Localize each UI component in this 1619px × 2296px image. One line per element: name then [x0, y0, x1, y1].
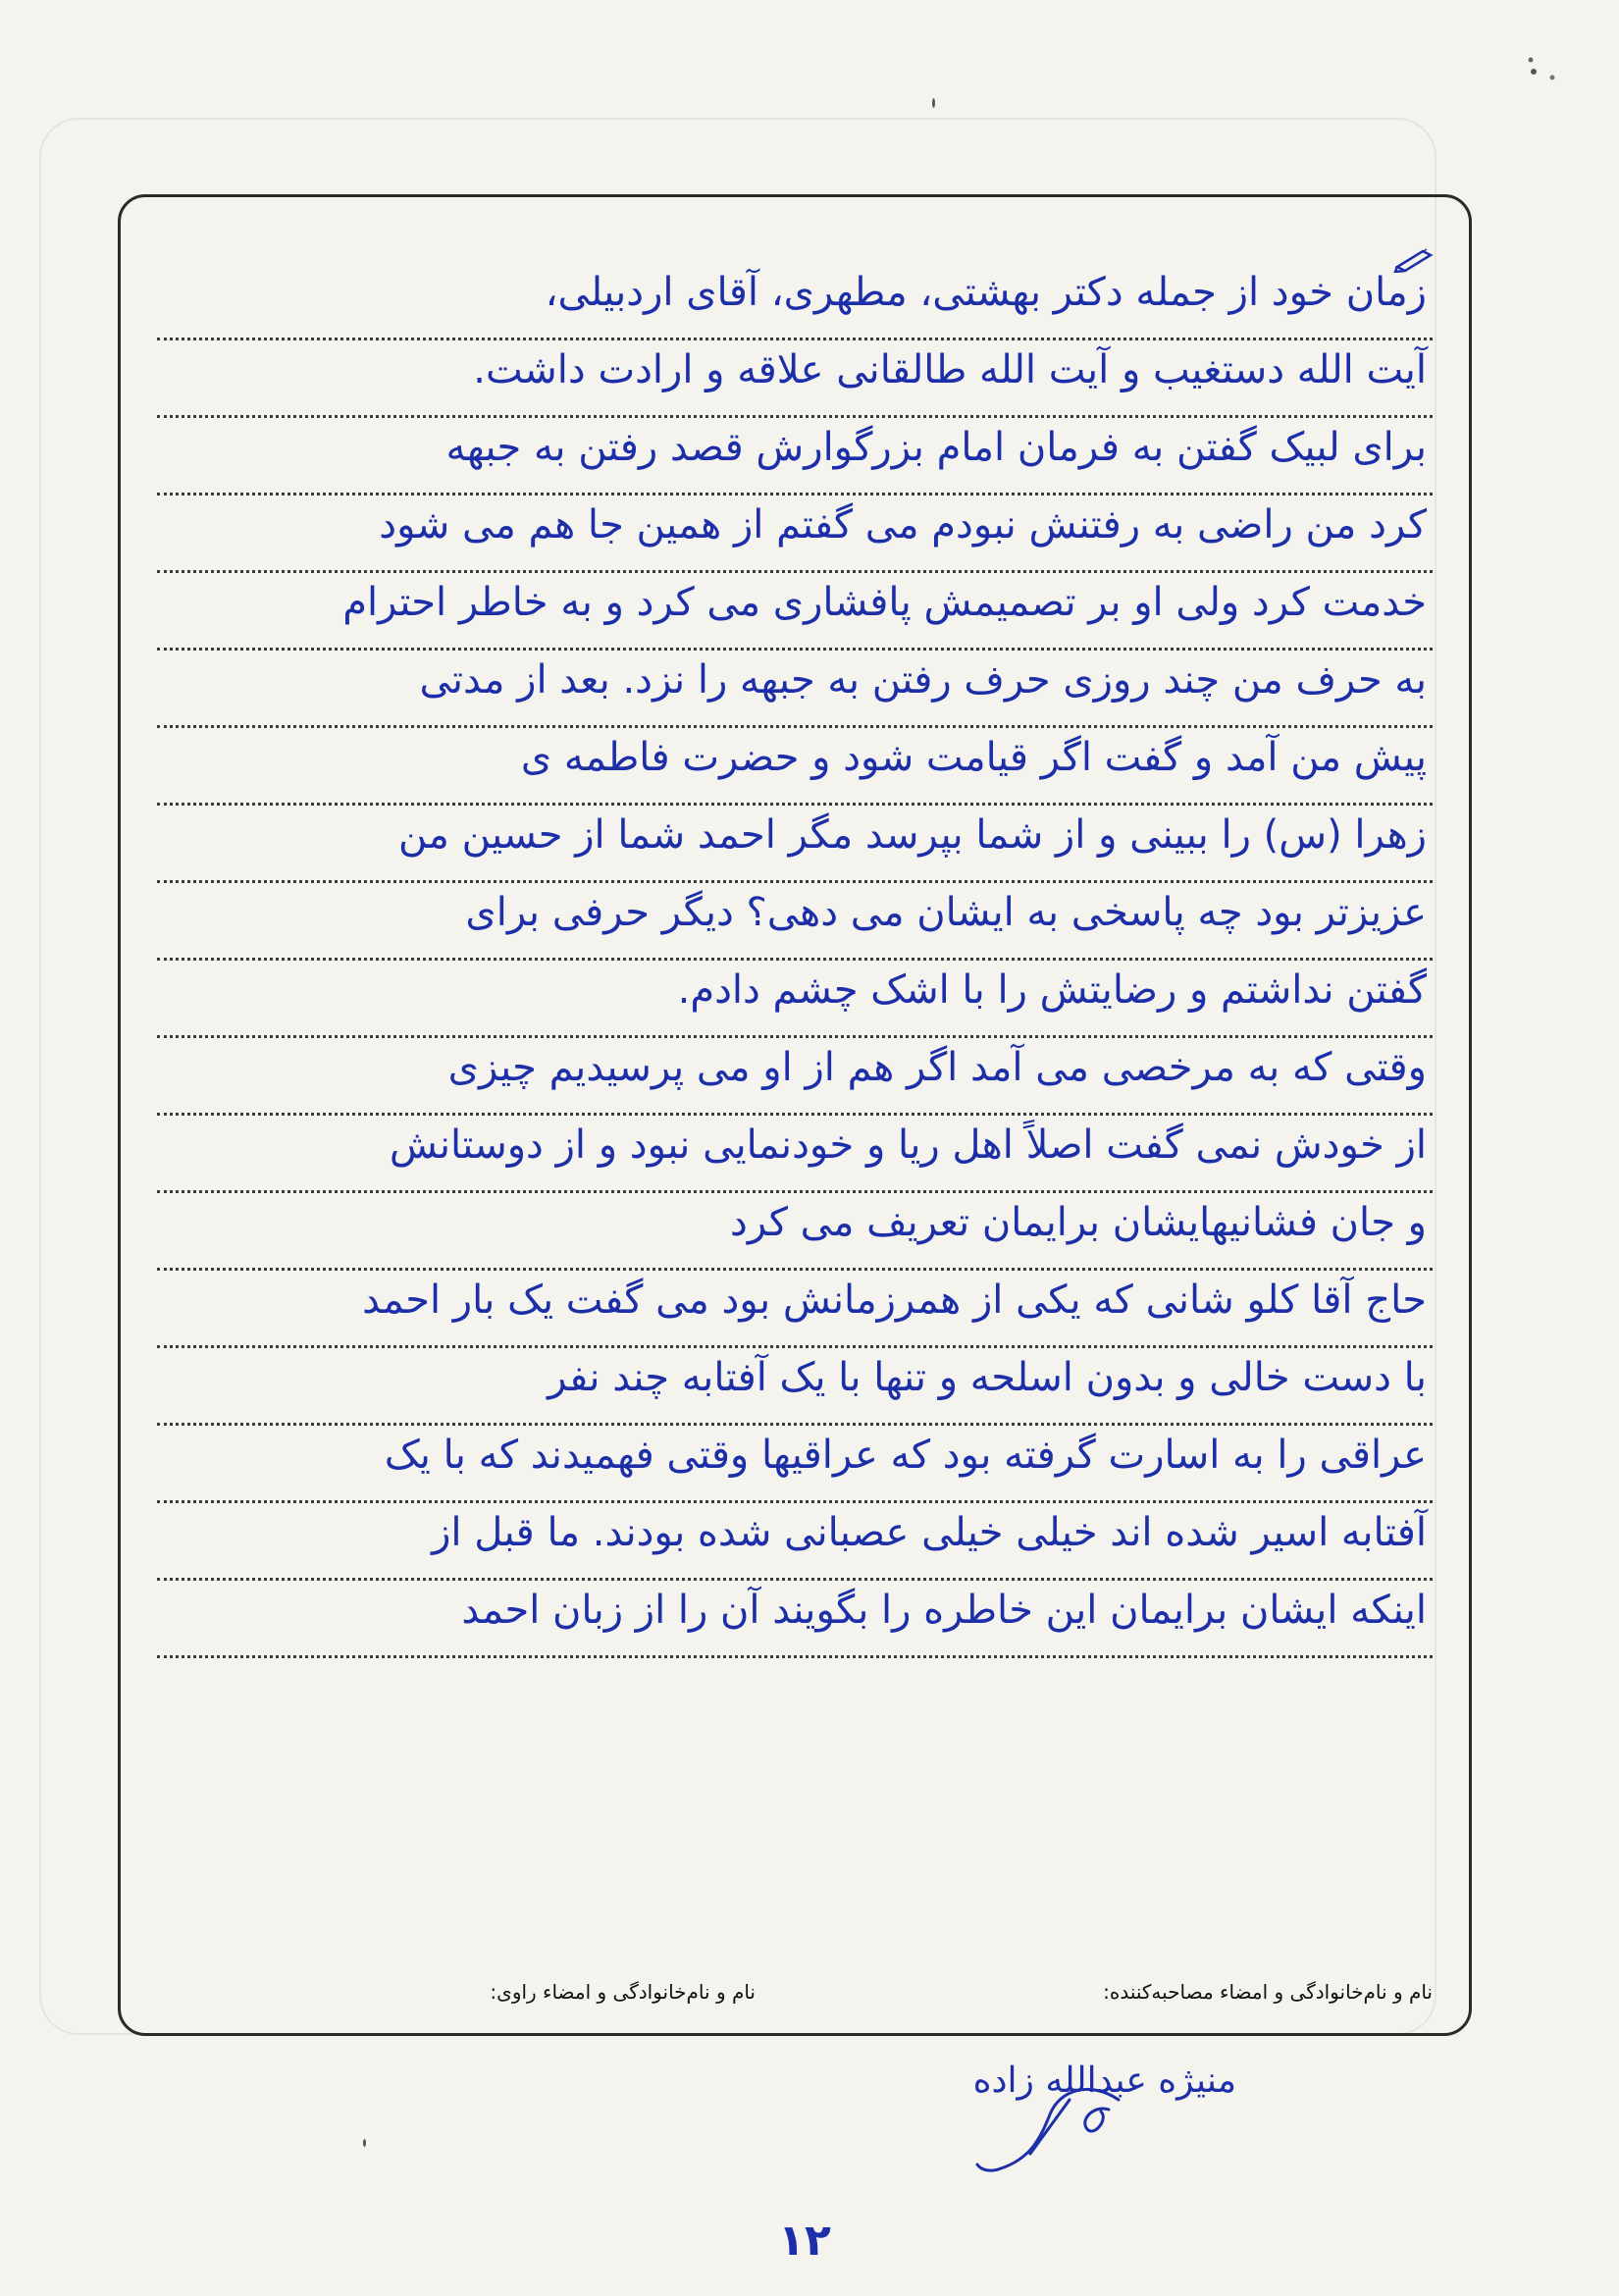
- text-line: پیش من آمد و گفت اگر قیامت شود و حضرت فاطمه ی: [157, 728, 1433, 806]
- text-line: گفتن نداشتم و رضایتش را با اشک چشم دادم.: [157, 961, 1433, 1038]
- text-line: زمان خود از جمله دکتر بهشتی، مطهری، آقای اردبیلی،: [157, 263, 1433, 340]
- text-line: حاج آقا کلو شانی که یکی از همرزمانش بود می گفت یک بار احمد: [157, 1271, 1433, 1348]
- text-line: اینکه ایشان برایمان این خاطره را بگویند آن را از زبان احمد: [157, 1581, 1433, 1658]
- text-line: با دست خالی و بدون اسلحه و تنها با یک آفتابه چند نفر: [157, 1348, 1433, 1426]
- text-line: خدمت کرد ولی او بر تصمیمش پافشاری می کرد و به خاطر احترام: [157, 573, 1433, 651]
- signature-name: منیژه عبدالله زاده: [972, 2061, 1236, 2101]
- text-line: به حرف من چند روزی حرف رفتن به جبهه را نزد. بعد از مدتی: [157, 651, 1433, 728]
- interviewer-signature-label: نام و نام‌خانوادگی و امضاء مصاحبه‌کننده:: [1103, 1980, 1433, 2004]
- text-line: زهرا (س) را ببینی و از شما بپرسد مگر احمد شما از حسین من: [157, 806, 1433, 883]
- narrator-signature-label: نام و نام‌خانوادگی و امضاء راوی:: [490, 1980, 756, 2004]
- text-line: از خودش نمی گفت اصلاً اهل ریا و خودنمایی نبود و از دوستانش: [157, 1116, 1433, 1193]
- text-line: آیت الله دستغیب و آیت الله طالقانی علاقه و ارادت داشت.: [157, 340, 1433, 418]
- signature: [971, 2061, 1236, 2188]
- text-line: عزیزتر بود چه پاسخی به ایشان می دهی؟ دیگر حرفی برای: [157, 883, 1433, 961]
- text-line: عراقی را به اسارت گرفته بود که عراقیها وقتی فهمیدند که با یک: [157, 1426, 1433, 1503]
- paper-speck: [1531, 69, 1537, 75]
- signature-labels-row: [157, 1974, 1433, 2013]
- text-line: برای لبیک گفتن به فرمان امام بزرگوارش قصد رفتن به جبهه: [157, 418, 1433, 496]
- staple-mark-icon: [1523, 54, 1560, 83]
- signature-scribble-icon: [971, 2061, 1128, 2188]
- text-line: آفتابه اسیر شده اند خیلی خیلی عصبانی شده بودند. ما قبل از: [157, 1503, 1433, 1581]
- text-line: کرد من راضی به رفتنش نبودم می گفتم از همین جا هم می شود: [157, 496, 1433, 573]
- page-number: ۱۲: [778, 2216, 831, 2266]
- paper-speck: [363, 2139, 366, 2147]
- text-line: و جان فشانیهایشان برایمان تعریف می کرد: [157, 1193, 1433, 1271]
- paper-speck: [932, 98, 935, 108]
- handwritten-text-lines: [157, 263, 1433, 1658]
- text-line: وقتی که به مرخصی می آمد اگر هم از او می پرسیدیم چیزی: [157, 1038, 1433, 1116]
